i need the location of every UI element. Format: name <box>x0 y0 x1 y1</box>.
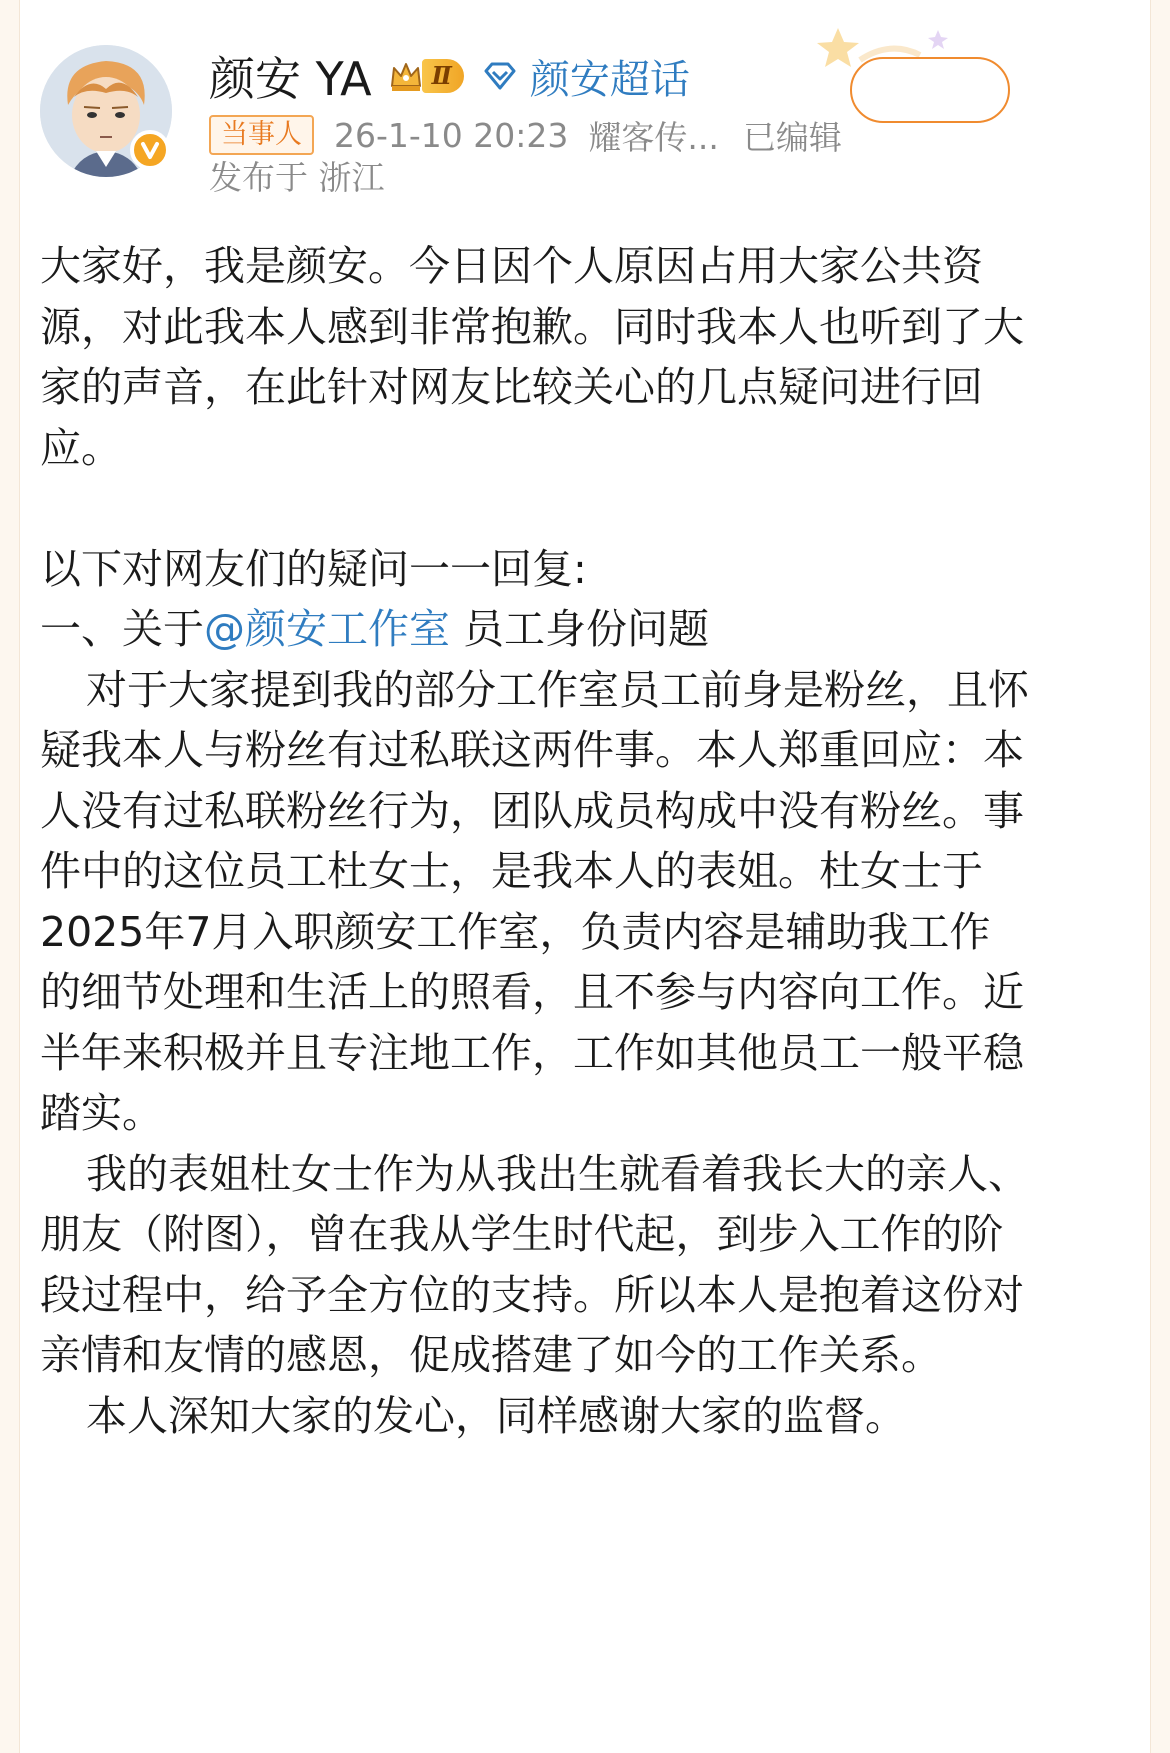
supertopic-label: 颜安超话 <box>529 56 690 103</box>
post-timestamp: 26-1-10 20:23 <box>334 115 569 155</box>
vip-level-label: Ⅱ <box>422 59 464 93</box>
post-meta-row <box>209 113 842 157</box>
studio-mention-link[interactable]: @颜安工作室 <box>204 605 450 653</box>
author-name-row <box>209 46 690 106</box>
post-source[interactable]: 耀客传... <box>588 117 719 157</box>
diamond-icon <box>482 58 518 94</box>
body-paragraph-1: 对于大家提到我的部分工作室员工前身是粉丝，且怀疑我本人与粉丝有过私联这两件事。本人郑重回应：本人没有过私联粉丝行为，团队成员构成中没有粉丝。事件中的这位员工杜女士，是我本人的表姐。杜女士于2025年7月入职颜安工作室，负责内容是辅助我工作的细节处理和生活上的照看，且不参与内容向工作。近半年来积极并且专注地工作，工作如其他员工一般平稳踏实。 <box>40 665 1029 1137</box>
supertopic-link[interactable] <box>482 48 690 105</box>
body-paragraph-2: 我的表姐杜女士作为从我出生就看着我长大的亲人、朋友（附图），曾在我从学生时代起，到步入工作的阶段过程中，给予全方位的支持。所以本人是抱着这份对亲情和友情的感恩，促成搭建了如今的工作关系。 <box>40 1149 1029 1379</box>
post-location: 发布于 浙江 <box>209 158 385 197</box>
weibo-post-card <box>20 0 1150 1753</box>
section-1-heading <box>40 599 1030 660</box>
post-content <box>40 236 1030 1446</box>
body-paragraph-3: 本人深知大家的发心，同样感谢大家的监督。 <box>86 1391 906 1440</box>
verified-badge-icon <box>130 130 170 170</box>
crown-icon <box>386 56 426 96</box>
follow-button[interactable] <box>850 57 1010 123</box>
intro-paragraph: 大家好，我是颜安。今日因个人原因占用大家公共资源，对此我本人感到非常抱歉。同时我本人也听到了大家的声音，在此针对网友比较关心的几点疑问进行回应。 <box>40 242 1024 472</box>
author-name[interactable]: 颜安 YA <box>209 52 372 106</box>
section-1-suffix: 员工身份问题 <box>450 605 710 653</box>
paragraph-spacer <box>40 478 1030 539</box>
role-badge: 当事人 <box>209 115 314 155</box>
edited-label[interactable]: 已编辑 <box>742 117 842 157</box>
reply-heading: 以下对网友们的疑问一一回复: <box>40 544 587 593</box>
section-1-prefix: 一、关于 <box>40 605 204 653</box>
vip-badge[interactable] <box>386 56 464 96</box>
